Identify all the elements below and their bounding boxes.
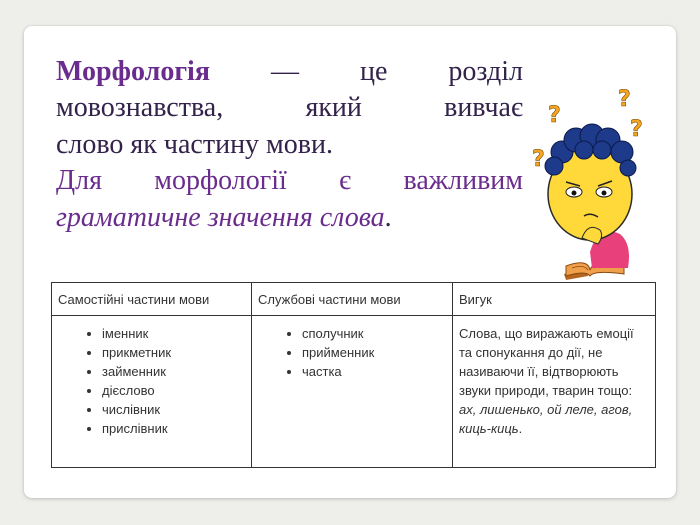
table-header-row xyxy=(52,283,656,316)
interjection-description xyxy=(459,324,649,438)
list-item: • прислівник xyxy=(102,419,245,438)
intro-line-1 xyxy=(56,54,523,90)
list-item: • іменник xyxy=(102,324,245,343)
independent-cell xyxy=(52,316,252,468)
interjection-cell xyxy=(453,316,656,468)
term-morphology: Морфологія xyxy=(56,56,210,87)
list-item: • числівник xyxy=(102,400,245,419)
word: мовознавства, xyxy=(56,92,224,124)
intro-line-2 xyxy=(56,90,523,126)
interjection-text: Слова, що виражають емоції та спонукання до дії, не називаючи її, відтворюють звуки природи, тварин тощо: xyxy=(459,326,634,398)
list-item: • займенник xyxy=(102,362,245,381)
word: морфології xyxy=(154,165,287,197)
word: це xyxy=(360,56,388,87)
question-mark: ? xyxy=(532,147,545,172)
header-interjection: Вигук xyxy=(453,283,656,316)
intro-line-3 xyxy=(56,127,523,163)
header-auxiliary: Службові частини мови xyxy=(252,283,453,316)
auxiliary-cell xyxy=(252,316,453,468)
interjection-examples: ах, лишенько, ой леле, агов, киць-киць xyxy=(459,402,633,436)
intro-line-4 xyxy=(56,163,523,199)
header-independent: Самостійні частини мови xyxy=(52,283,252,316)
period: . xyxy=(384,201,392,233)
question-mark: ? xyxy=(618,87,631,112)
dash: — xyxy=(271,56,299,87)
word: є xyxy=(339,165,352,197)
word: Для xyxy=(56,165,102,197)
line-text: слово як частину мови. xyxy=(56,128,333,160)
table-row xyxy=(52,316,656,468)
list-item: • дієслово xyxy=(102,381,245,400)
word: розділ xyxy=(448,56,523,87)
list-item: • частка xyxy=(302,362,446,381)
parts-of-speech-table xyxy=(51,282,656,468)
word: вивчає xyxy=(444,92,523,124)
intro-text xyxy=(56,54,523,236)
question-mark: ? xyxy=(548,103,561,128)
word: який xyxy=(305,92,362,124)
question-mark: ? xyxy=(630,117,643,142)
list-item: • сполучник xyxy=(302,324,446,343)
independent-list xyxy=(58,324,245,438)
confused-thinking-character-icon xyxy=(528,84,648,280)
word: важливим xyxy=(403,165,523,197)
intro-line-5 xyxy=(56,200,523,236)
period: . xyxy=(518,421,523,436)
list-item: • прикметник xyxy=(102,343,245,362)
auxiliary-list xyxy=(258,324,446,381)
list-item: • прийменник xyxy=(302,343,446,362)
grammatical-meaning: граматичне значення слова xyxy=(56,201,385,233)
